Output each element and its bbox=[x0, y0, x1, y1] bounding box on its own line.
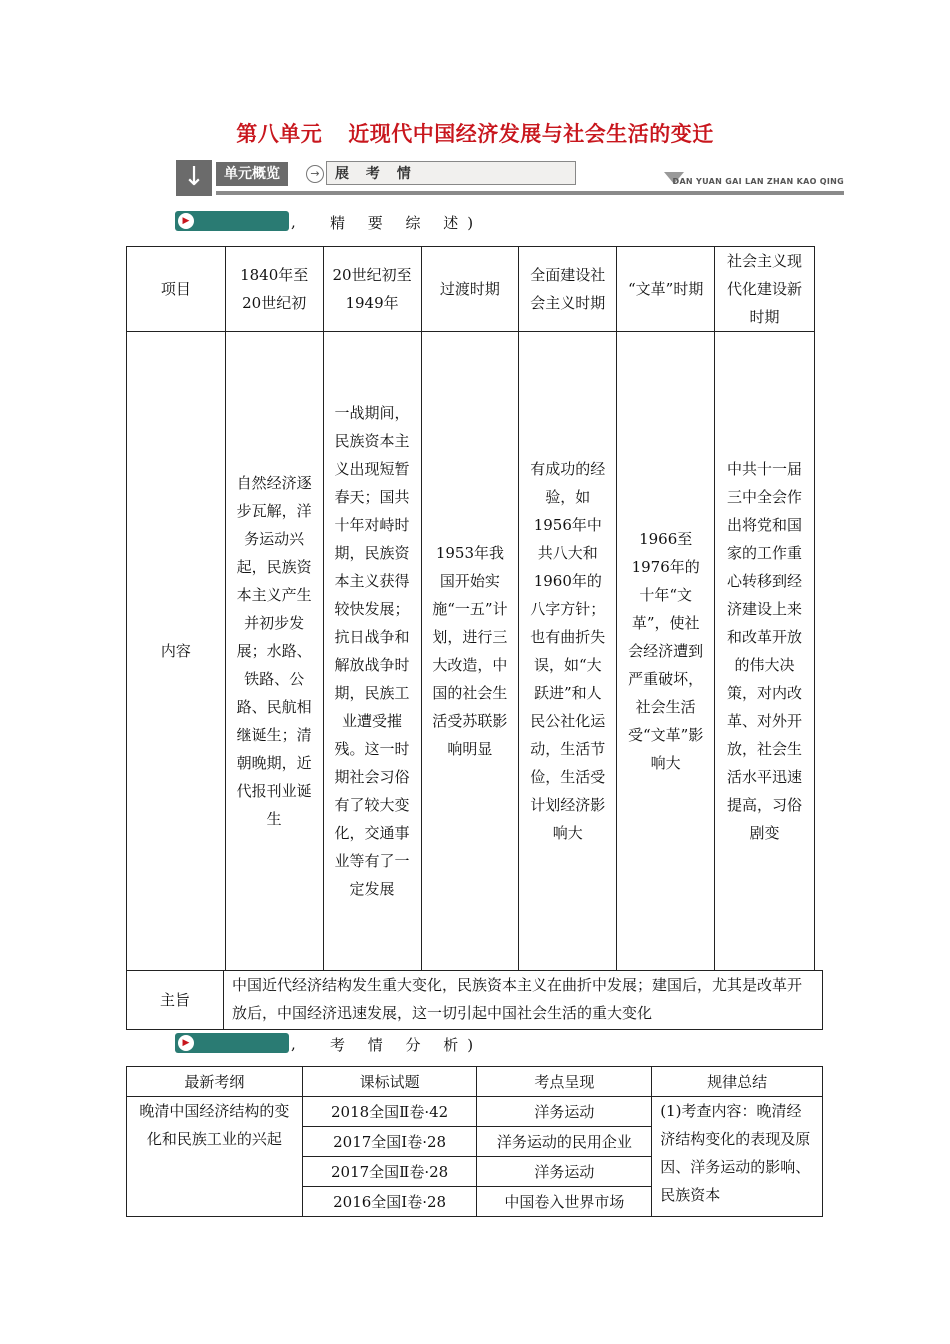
content-cell: 自然经济逐步瓦解，洋务运动兴起，民族资本主义产生并初步发展；水路、铁路、公路、民航相继诞生；清朝晚期，近代报刊业诞生 bbox=[225, 332, 323, 971]
unit-title: 近现代中国经济发展与社会生活的变迁 bbox=[348, 122, 714, 146]
content-cell: 1953年我国开始实施“一五”计划，进行三大改造，中国的社会生活受苏联影响明显 bbox=[421, 332, 519, 971]
row-label: 内容 bbox=[127, 332, 226, 971]
exam-cell: 2017全国Ⅱ卷·28 bbox=[302, 1157, 477, 1187]
section-label: 精 要 综 述) bbox=[330, 214, 483, 232]
table-header-row bbox=[127, 247, 815, 332]
exam-cell: 2017全国Ⅰ卷·28 bbox=[302, 1127, 477, 1157]
play-icon: ▶ bbox=[178, 213, 194, 229]
header-cell: 项目 bbox=[127, 247, 226, 332]
header-cell: 规律总结 bbox=[652, 1067, 823, 1097]
content-cell: 一战期间，民族资本主义出现短暂春天；国共十年对峙时期，民族资本主义获得较快发展；抗日战争和解放战争时期，民族工业遭受摧残。这一时期社会习俗有了较大变化，交通事业等有了一定发展 bbox=[323, 332, 421, 971]
section-header-summary bbox=[175, 211, 815, 235]
down-arrow-icon: ↓ bbox=[176, 160, 212, 196]
table-row bbox=[127, 332, 815, 971]
table-header-row bbox=[127, 1067, 823, 1097]
section-pill bbox=[175, 211, 289, 231]
section-label: 考 情 分 析) bbox=[330, 1036, 483, 1054]
content-cell: 1966至1976年的十年“文革”，使社会经济遭到严重破坏，社会生活受“文革”影响大 bbox=[617, 332, 715, 971]
unit-number: 第八单元 bbox=[236, 122, 323, 146]
header-cell: “文革”时期 bbox=[617, 247, 715, 332]
header-cell: 社会主义现代化建设新时期 bbox=[715, 247, 815, 332]
overview-table bbox=[126, 246, 815, 971]
analysis-table bbox=[126, 1066, 823, 1217]
banner-english: DAN YUAN GAI LAN ZHAN KAO QING bbox=[672, 177, 844, 186]
theme-label: 主旨 bbox=[126, 970, 224, 1030]
banner-tag: 单元概览 bbox=[216, 162, 288, 186]
section-comma: , bbox=[291, 213, 296, 231]
theme-row bbox=[126, 970, 823, 1030]
content-cell: 有成功的经验，如1956年中共八大和1960年的八字方针；也有曲折失误，如“大跃进”和人民公社化运动，生活节俭，生活受计划经济影响大 bbox=[519, 332, 617, 971]
exam-cell: 2018全国Ⅱ卷·42 bbox=[302, 1097, 477, 1127]
header-cell: 过渡时期 bbox=[421, 247, 519, 332]
header-cell: 20世纪初至1949年 bbox=[323, 247, 421, 332]
play-icon: ▶ bbox=[178, 1035, 194, 1051]
outline-cell: 晚清中国经济结构的变化和民族工业的兴起 bbox=[127, 1097, 303, 1217]
header-cell: 课标试题 bbox=[302, 1067, 477, 1097]
header-cell: 1840年至20世纪初 bbox=[225, 247, 323, 332]
point-cell: 洋务运动 bbox=[477, 1157, 652, 1187]
header-cell: 最新考纲 bbox=[127, 1067, 303, 1097]
page-title bbox=[0, 118, 950, 148]
point-cell: 洋务运动 bbox=[477, 1097, 652, 1127]
exam-cell: 2016全国Ⅰ卷·28 bbox=[302, 1187, 477, 1217]
banner-rule bbox=[216, 191, 844, 195]
header-cell: 全面建设社会主义时期 bbox=[519, 247, 617, 332]
header-cell: 考点呈现 bbox=[477, 1067, 652, 1097]
section-comma: , bbox=[291, 1035, 296, 1053]
arrow-circle-icon: → bbox=[306, 165, 324, 183]
section-pill bbox=[175, 1033, 289, 1053]
summary-cell: (1)考查内容：晚清经济结构变化的表现及原因、洋务运动的影响、民族资本 bbox=[652, 1097, 823, 1217]
theme-text: 中国近代经济结构发生重大变化，民族资本主义在曲折中发展；建国后，尤其是改革开放后，中国经济迅速发展，这一切引起中国社会生活的重大变化 bbox=[223, 970, 823, 1030]
content-cell: 中共十一届三中全会作出将党和国家的工作重心转移到经济建设上来和改革开放的伟大决策，对内改革、对外开放，社会生活水平迅速提高，习俗剧变 bbox=[715, 332, 815, 971]
point-cell: 洋务运动的民用企业 bbox=[477, 1127, 652, 1157]
section-header-analysis bbox=[175, 1033, 815, 1057]
point-cell: 中国卷入世界市场 bbox=[477, 1187, 652, 1217]
unit-overview-banner bbox=[176, 160, 844, 196]
table-row bbox=[127, 1097, 823, 1127]
banner-tab: 展 考 情 bbox=[326, 161, 576, 185]
